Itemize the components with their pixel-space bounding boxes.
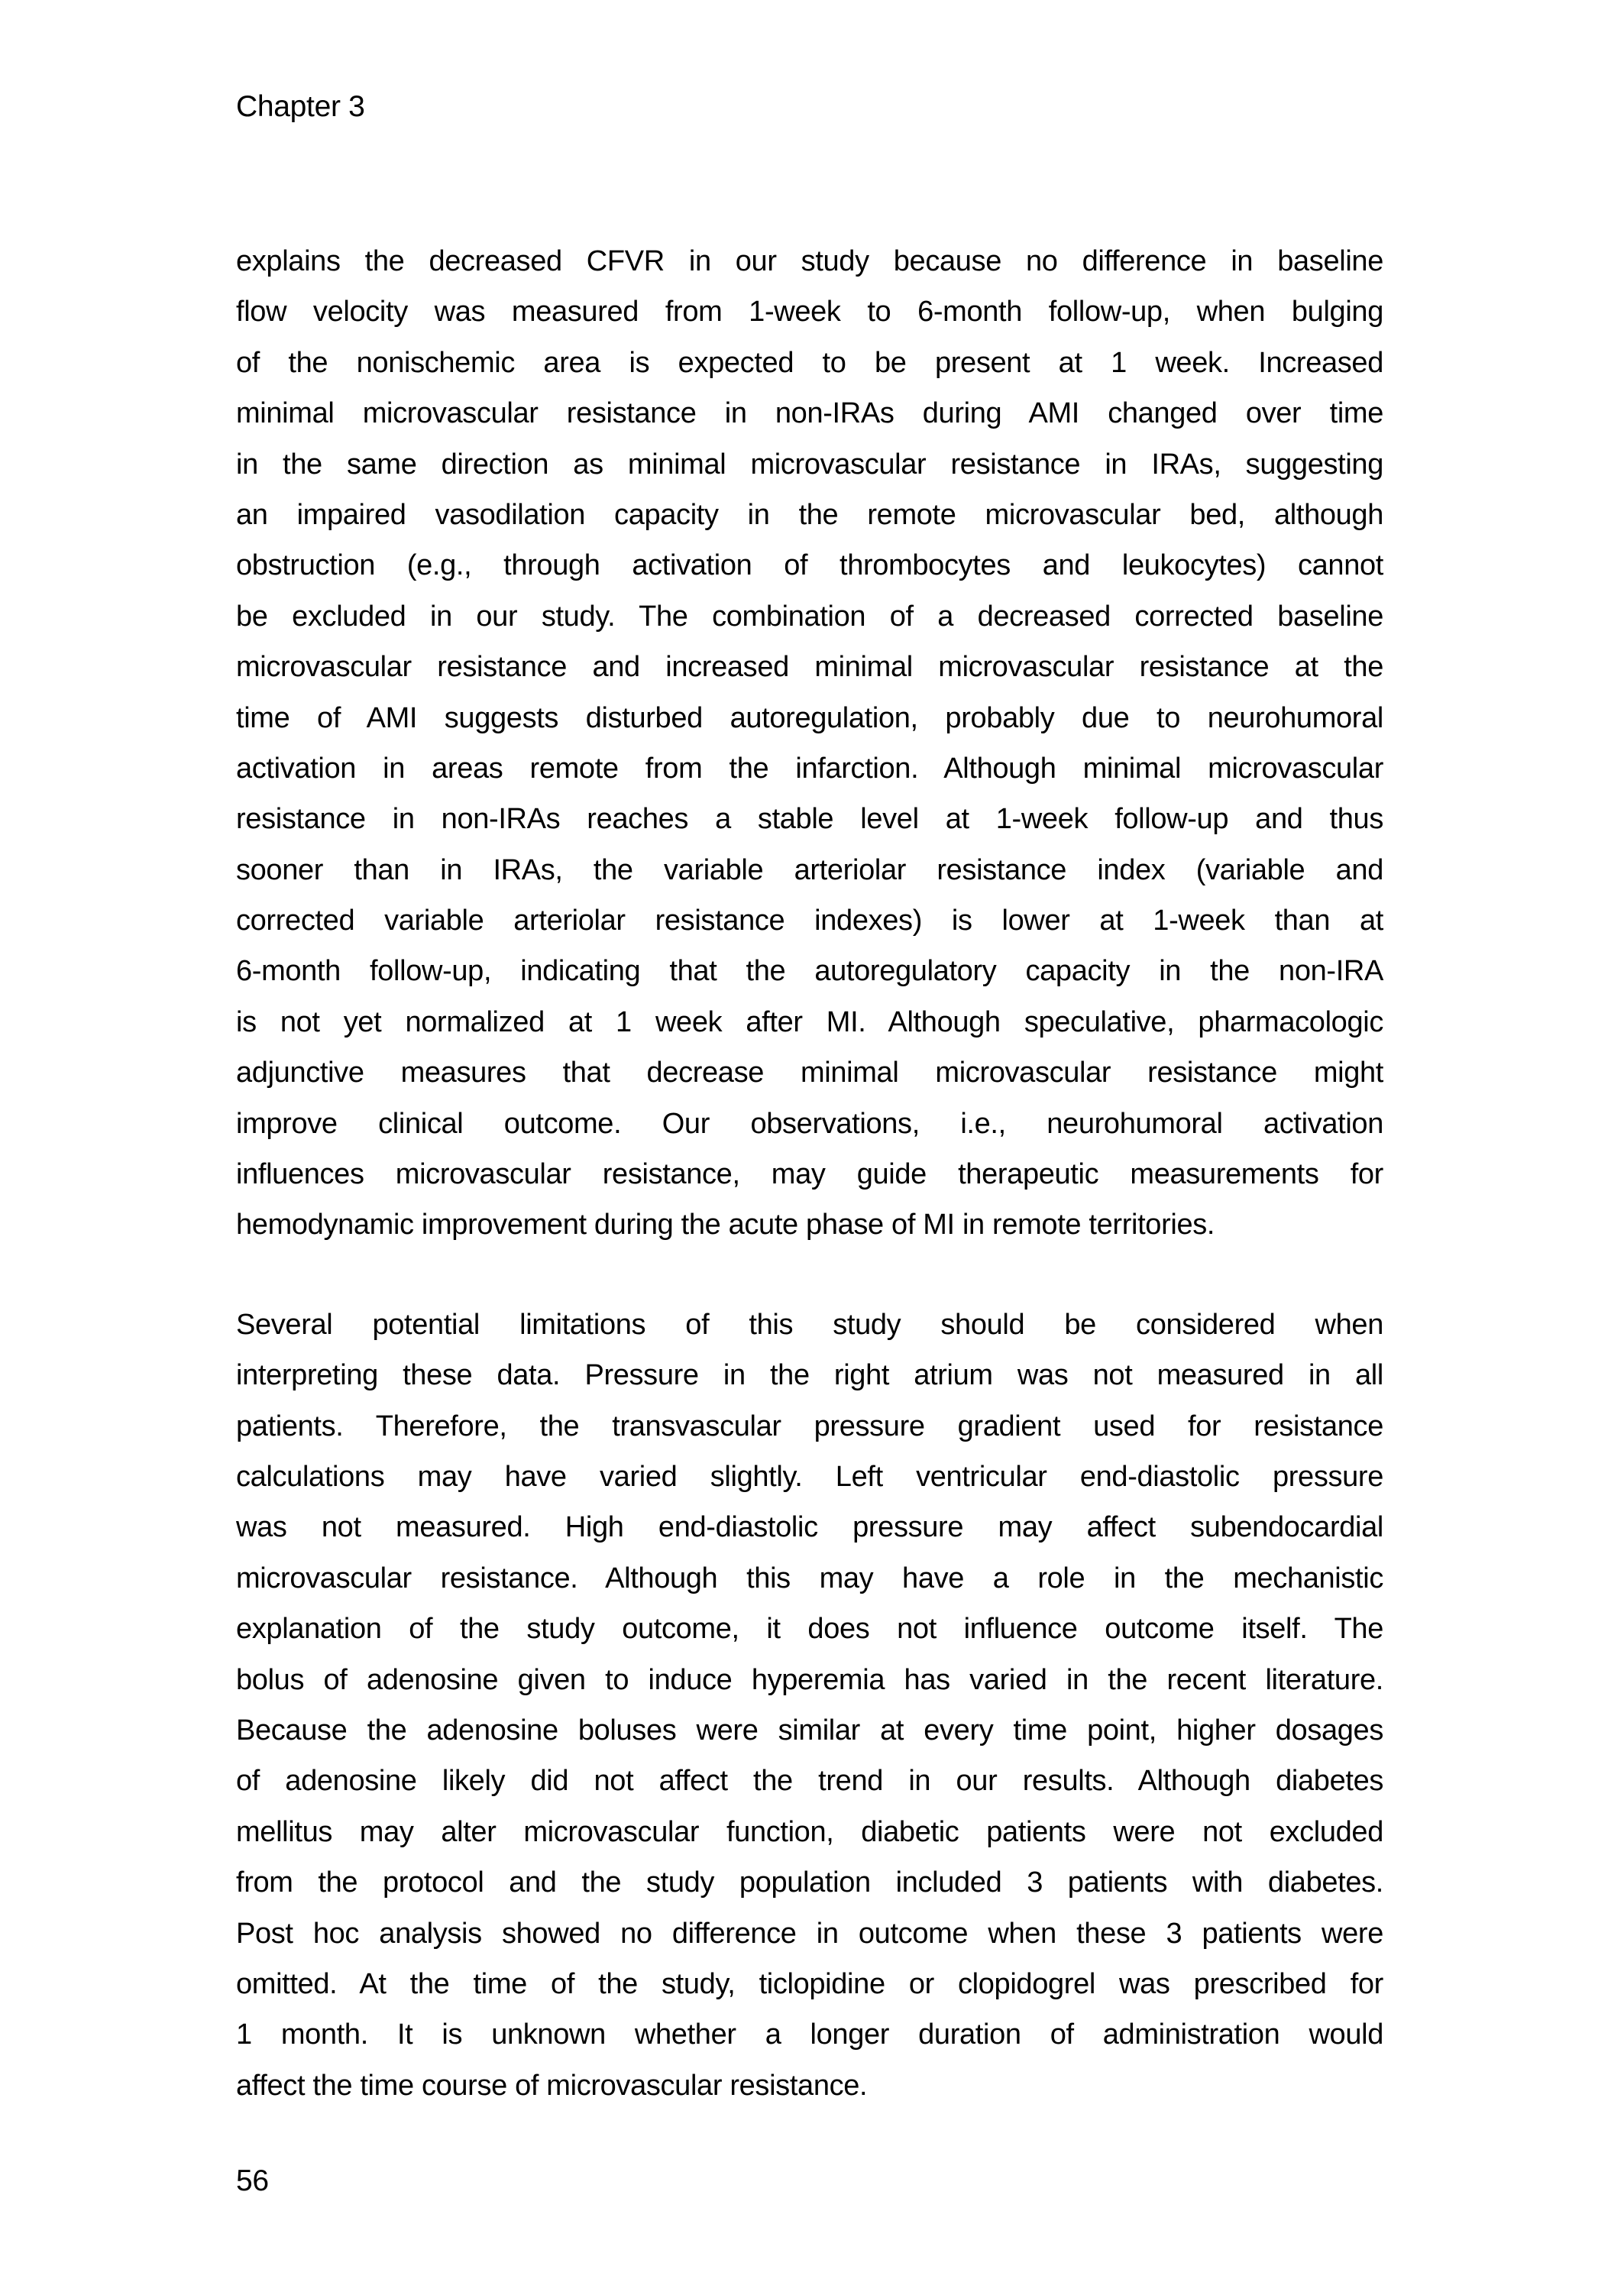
text-line: affect the time course of microvascular resistance. <box>236 2069 868 2102</box>
text-line: flow velocity was measured from 1-week to 6-month follow-up, when bulging <box>236 296 1383 329</box>
text-line: Because the adenosine boluses were similar at every time point, higher dosages <box>236 1714 1383 1747</box>
text-line: obstruction (e.g., through activation of thrombocytes and leukocytes) cannot <box>236 549 1383 582</box>
text-line: influences microvascular resistance, may guide therapeutic measurements for <box>236 1158 1383 1191</box>
text-line: minimal microvascular resistance in non-IRAs during AMI changed over time <box>236 397 1383 430</box>
text-line: Post hoc analysis showed no difference in outcome when these 3 patients were <box>236 1917 1383 1950</box>
text-line: mellitus may alter microvascular function, diabetic patients were not excluded <box>236 1815 1383 1848</box>
text-line: sooner than in IRAs, the variable arteriolar resistance index (variable and <box>236 853 1383 886</box>
text-line: microvascular resistance and increased minimal microvascular resistance at the <box>236 651 1383 684</box>
text-line: in the same direction as minimal microvascular resistance in IRAs, suggesting <box>236 448 1383 481</box>
page-number: 56 <box>236 2164 269 2197</box>
text-line: activation in areas remote from the infarction. Although minimal microvascular <box>236 752 1383 785</box>
text-line: bolus of adenosine given to induce hyperemia has varied in the recent literature. <box>236 1663 1383 1696</box>
paragraph <box>236 1300 1383 2111</box>
text-line: 6-month follow-up, indicating that the autoregulatory capacity in the non-IRA <box>236 955 1383 988</box>
text-line: of adenosine likely did not affect the trend in our results. Although diabetes <box>236 1765 1383 1798</box>
text-line: calculations may have varied slightly. Left ventricular end-diastolic pressure <box>236 1460 1383 1493</box>
text-line: omitted. At the time of the study, ticlopidine or clopidogrel was prescribed for <box>236 1967 1383 2000</box>
text-line: is not yet normalized at 1 week after MI. Although speculative, pharmacologic <box>236 1005 1383 1038</box>
text-line: Several potential limitations of this study should be considered when <box>236 1308 1383 1341</box>
text-line: interpreting these data. Pressure in the right atrium was not measured in all <box>236 1359 1383 1392</box>
text-line: adjunctive measures that decrease minimal microvascular resistance might <box>236 1057 1383 1089</box>
text-line: improve clinical outcome. Our observations, i.e., neurohumoral activation <box>236 1107 1383 1140</box>
text-line: explanation of the study outcome, it does not influence outcome itself. The <box>236 1613 1383 1646</box>
text-line: corrected variable arteriolar resistance indexes) is lower at 1-week than at <box>236 905 1383 937</box>
paragraph <box>236 236 1383 1251</box>
text-line: of the nonischemic area is expected to be present at 1 week. Increased <box>236 346 1383 379</box>
text-line: resistance in non-IRAs reaches a stable level at 1-week follow-up and thus <box>236 803 1383 836</box>
text-line: be excluded in our study. The combination of a decreased corrected baseline <box>236 600 1383 633</box>
text-line: from the protocol and the study population included 3 patients with diabetes. <box>236 1866 1383 1899</box>
text-line: 1 month. It is unknown whether a longer duration of administration would <box>236 2018 1383 2051</box>
chapter-header: Chapter 3 <box>236 90 365 123</box>
text-line: patients. Therefore, the transvascular pressure gradient used for resistance <box>236 1410 1383 1442</box>
body-text <box>236 236 1383 2111</box>
text-line: an impaired vasodilation capacity in the remote microvascular bed, although <box>236 498 1383 531</box>
text-line: was not measured. High end-diastolic pressure may affect subendocardial <box>236 1511 1383 1544</box>
text-line: time of AMI suggests disturbed autoregulation, probably due to neurohumoral <box>236 701 1383 734</box>
text-line: explains the decreased CFVR in our study because no difference in baseline <box>236 245 1383 277</box>
text-line: microvascular resistance. Although this may have a role in the mechanistic <box>236 1562 1383 1594</box>
text-line: hemodynamic improvement during the acute phase of MI in remote territories. <box>236 1209 1215 1242</box>
